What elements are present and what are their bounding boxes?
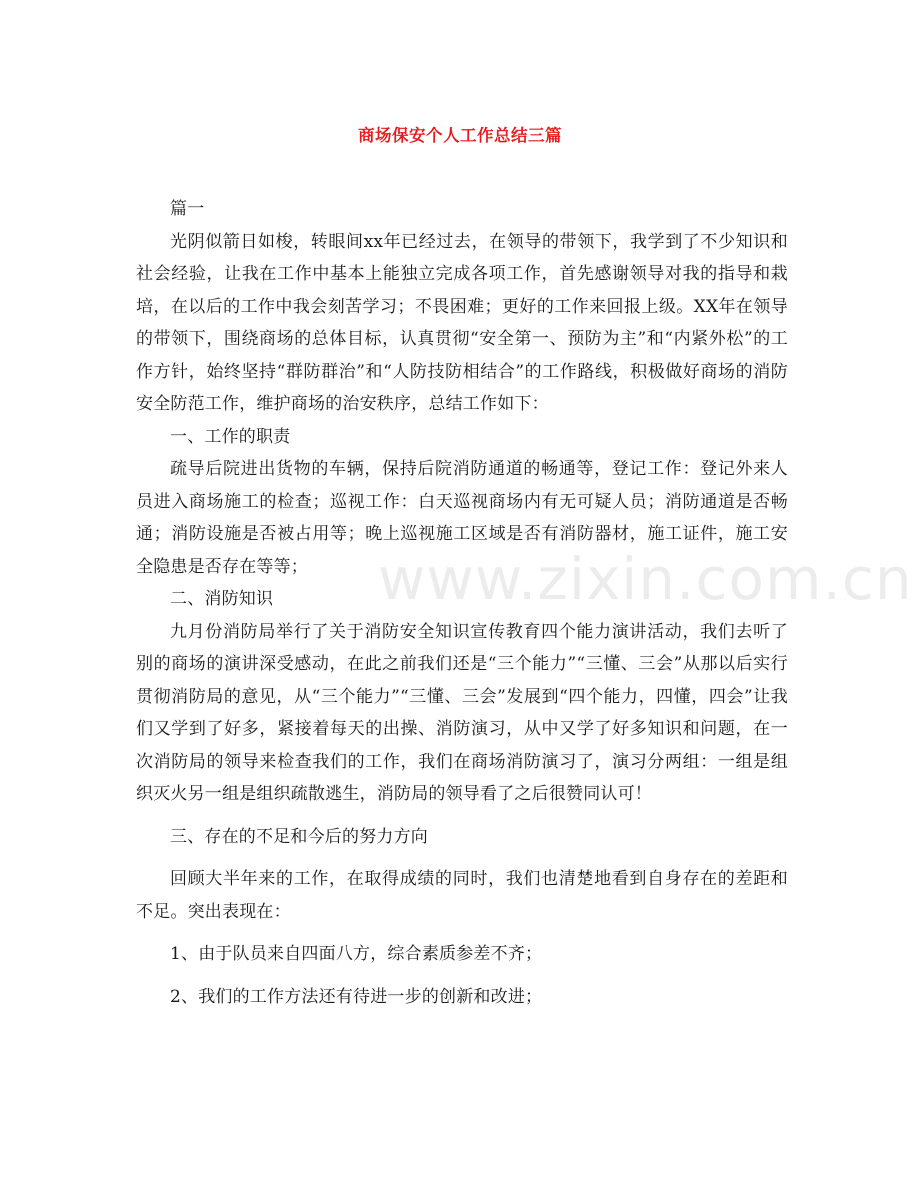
paragraph-shortcomings: 回顾大半年来的工作，在取得成绩的同时，我们也清楚地看到自身存在的差距和不足。突出表现在： [136, 869, 788, 922]
heading-job-duties: 一、工作的职责 [170, 426, 291, 447]
list-item-2: 2、我们的工作方法还有待进一步的创新和改进； [170, 986, 543, 1007]
paragraph-job-duties: 疏导后院进出货物的车辆，保持后院消防通道的畅通等，登记工作：登记外来人员进入商场施工的检查；巡视工作：白天巡视商场内有无可疑人员；消防通道是否畅通；消防设施是否被占用等；晚上巡视施工区域是否有消防器材，施工证件，施工安全隐患是否存在等等； [136, 459, 788, 577]
watermark: www.zixin.com.cn [378, 545, 913, 613]
heading-fire-knowledge: 二、消防知识 [170, 589, 274, 609]
paragraph-fire-knowledge: 九月份消防局举行了关于消防安全知识宣传教育四个能力演讲活动，我们去听了别的商场的演讲深受感动，在此之前我们还是“三个能力”“三懂、三会”从那以后实行贯彻消防局的意见，从“三个能力”“三懂、三会”发展到“四个能力，四懂，四会”让我们又学到了好多，紧接着每天的出操、消防演习，从中又学了好多知识和问题，在一次消防局的领导来检查我们的工作，我们在商场消防演习了，演习分两组：一组是组织灭火另一组是组织疏散逃生，消防局的领导看了之后很赞同认可！ [136, 621, 788, 804]
paragraph-intro: 光阴似箭日如梭，转眼间xx年已经过去，在领导的带领下，我学到了不少知识和社会经验，让我在工作中基本上能独立完成各项工作，首先感谢领导对我的指导和栽培，在以后的工作中我会刻苦学习；不畏困难；更好的工作来回报上级。XX年在领导的带领下，围绕商场的总体目标，认真贯彻“安全第一、预防为主”和“内紧外松”的工作方针，始终坚持“群防群治”和“人防技防相结合”的工作路线，积极做好商场的消防安全防范工作，维护商场的治安秩序，总结工作如下： [136, 231, 788, 414]
document-body [136, 193, 788, 1013]
section-label-part-one: 篇一 [170, 199, 205, 219]
list-item-1: 1、由于队员来自四面八方，综合素质参差不齐； [170, 944, 543, 964]
document-title: 商场保安个人工作总结三篇 [358, 126, 562, 145]
heading-shortcomings: 三、存在的不足和今后的努力方向 [170, 826, 428, 847]
